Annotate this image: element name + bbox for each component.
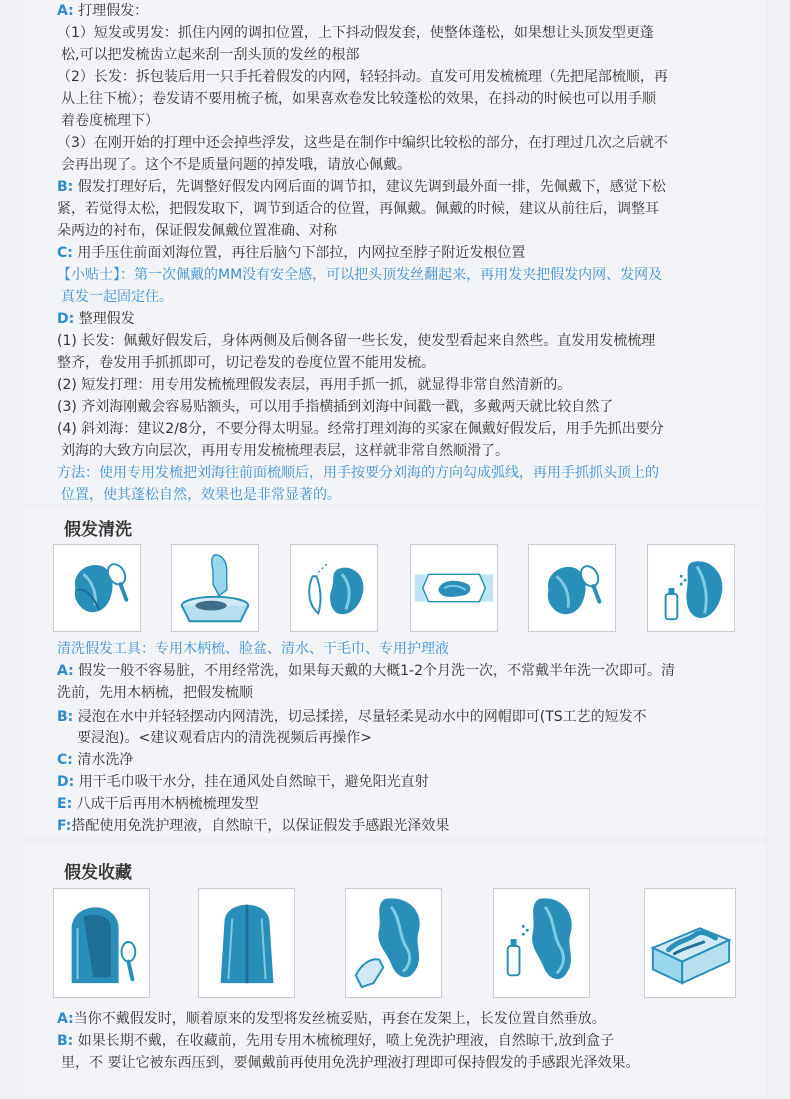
section-storage [24, 842, 766, 1096]
text-line: 从上往下梳）；卷发请不要用梳子梳，如果喜欢卷发比较蓬松的效果，在抖动的时候也可以用手顺 [61, 91, 656, 107]
comb-wig-icon [528, 544, 616, 632]
spray-curly-wig-icon [493, 888, 590, 998]
tip-text: 真发一起固定住。 [61, 289, 173, 305]
tools-text: 清洗假发工具：专用木柄梳、脸盆、清水、干毛巾、专用护理液 [57, 641, 449, 657]
text-line: (1) 长发：佩戴好假发后，身体两侧及后侧各留一些长发，使发型看起来自然些。直发用发梳梳理 [57, 333, 656, 349]
method-text: 方法：使用专用发梳把刘海往前面梳顺后，用手按要分刘海的方向勾成弧线，再用手抓抓头顶上的 [57, 465, 659, 481]
line-b: B: 浸泡在水中并轻轻摆动内网清洗，切忌揉搓，尽量轻柔晃动水中的网帽即可(TS工艺的短发不 [57, 709, 647, 725]
text-line: 整齐，卷发用手抓抓即可，切记卷发的卷度位置不能用发梳。 [57, 355, 435, 371]
text-line: 紧，若觉得太松，把假发取下，调节到适合的位置，再佩戴。佩戴的时候，建议从前往后，调整耳 [57, 201, 659, 217]
text-line: (3) 齐刘海刚戴会容易贴额头，可以用手指横插到刘海中间戳一戳，多戴两天就比较自然了 [57, 399, 614, 415]
line-d-title: D: 整理假发 [57, 311, 135, 327]
line-f: F:搭配使用免洗护理液，自然晾干，以保证假发手感跟光泽效果 [57, 818, 450, 834]
hand-curly-wig-icon [345, 888, 442, 998]
line-a: A: 假发一般不容易脏，不用经常洗，如果每天戴的大概1-2个月洗一次，不常戴半年洗一次即可。清 [57, 663, 676, 679]
wig-back-icon [198, 888, 295, 998]
towel-flat-icon [410, 544, 498, 632]
towel-dry-icon [290, 544, 378, 632]
text-line: 要浸泡)。<建议观看店内的清洗视频后再操作> [77, 730, 372, 746]
section-washing [24, 507, 766, 838]
text-line: （3）在刚开始的打理中还会掉些浮发，这些是在制作中编织比较松的部分，在打理过几次之后就不 [57, 135, 668, 151]
text-line: 朵两边的衬布，保证假发佩戴位置准确、对称 [57, 223, 337, 239]
section-styling [24, 0, 766, 505]
wig-box-icon [644, 888, 736, 998]
line-e: E: 八成干后再用木柄梳梳理发型 [57, 796, 259, 812]
wig-stand-comb-icon [53, 888, 150, 998]
text-line: 会再出现了。这个不是质量问题的掉发哦，请放心佩戴。 [61, 157, 411, 173]
text-line: 刘海的大致方向层次，再用专用发梳梳理表层，这样就非常自然顺滑了。 [61, 443, 509, 459]
spray-wig-icon [647, 544, 735, 632]
text-line: （1）短发或男发：抓住内网的调扣位置，上下抖动假发套，使整体蓬松，如果想让头顶发型更蓬 [57, 25, 654, 41]
basin-wash-icon [171, 544, 259, 632]
section-title: 假发清洗 [64, 520, 132, 540]
method-text: 位置，使其蓬松自然，效果也是非常显著的。 [61, 487, 341, 503]
text-line: (2) 短发打理：用专用发梳梳理假发表层，再用手抓一抓，就显得非常自然清新的。 [57, 377, 572, 393]
tip-text: 【小贴士】：第一次佩戴的MM没有安全感，可以把头顶发丝翻起来，再用发夹把假发内网、发网及 [57, 267, 663, 283]
text-line: 着卷度梳理下） [61, 113, 159, 129]
brush-wig-icon [53, 544, 141, 632]
line-c: C: 清水洗净 [57, 752, 134, 768]
text-line: (4) 斜刘海：建议2/8分，不要分得太明显。经常打理刘海的买家在佩戴好假发后，用手先抓出要分 [57, 421, 664, 437]
text-line: 洗前，先用木柄梳，把假发梳顺 [57, 685, 253, 701]
text-line: 松,可以把发梳齿立起来刮一刮头顶的发丝的根部 [61, 47, 360, 63]
line-b: B: 如果长期不戴，在收藏前，先用专用木梳梳理好，喷上免洗护理液，自然晾干,放到盒子 [57, 1033, 615, 1049]
line-d: D: 用干毛巾吸干水分，挂在通风处自然晾干，避免阳光直射 [57, 774, 429, 790]
line-a-title: A: 打理假发： [57, 3, 149, 19]
line-b: B: 假发打理好后，先调整好假发内网后面的调节扣，建议先调到最外面一排，先佩戴下，感觉下松 [57, 179, 666, 195]
text-line: （2）长发：拆包装后用一只手托着假发的内网，轻轻抖动。直发可用发梳梳理（先把尾部梳顺，再 [57, 69, 668, 85]
section-title: 假发收藏 [64, 863, 132, 883]
text-line: 里，不 要让它被东西压到，要佩戴前再使用免洗护理液打理即可保持假发的手感跟光泽效果。 [61, 1055, 640, 1071]
line-a: A:当你不戴假发时，顺着原来的发型将发丝梳妥贴，再套在发架上，长发位置自然垂放。 [57, 1011, 606, 1027]
line-c: C: 用手压住前面刘海位置，再往后脑勺下部拉，内网拉至脖子附近发根位置 [57, 245, 526, 261]
